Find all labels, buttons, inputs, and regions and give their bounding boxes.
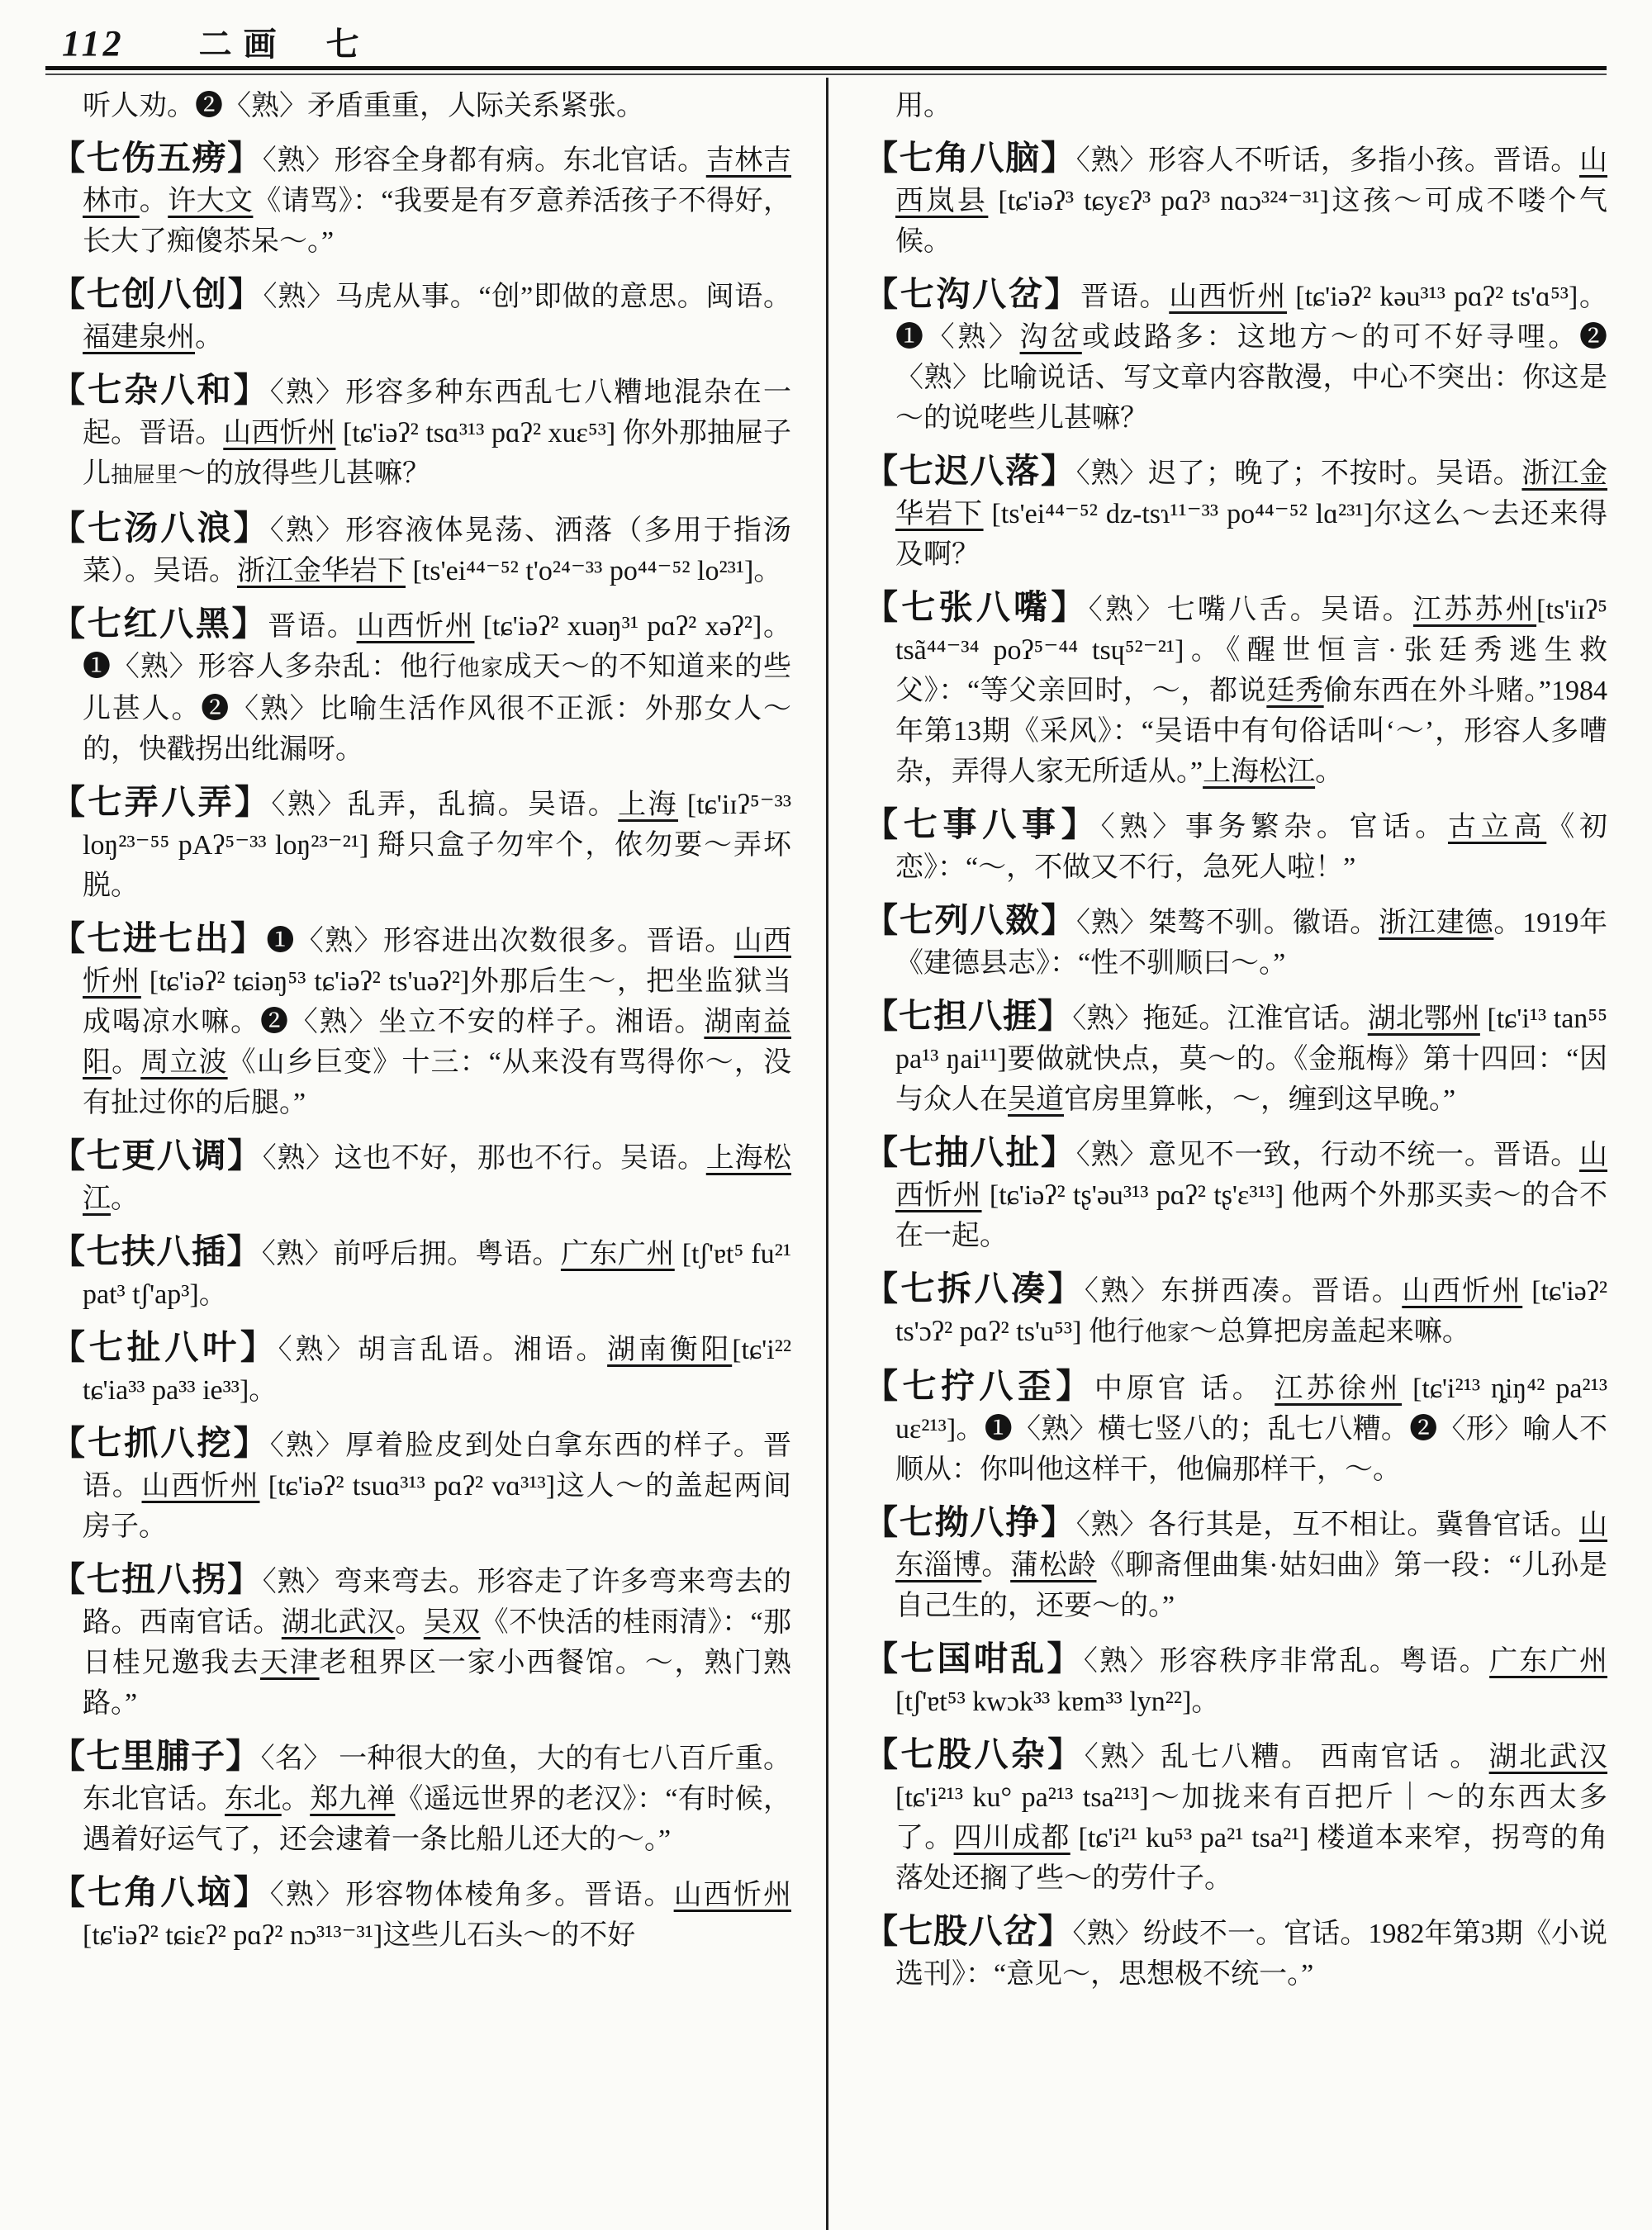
header-rule-thin: [45, 74, 1607, 75]
entry-text-segment: 。: [281, 1784, 311, 1815]
proper-noun: 湖北武汉: [1488, 1742, 1607, 1772]
entry-text-segment: 。: [395, 1607, 424, 1638]
entry: [864, 274, 1607, 439]
entry-text-segment: [tɕ'i¹³ tan⁵⁵ pa¹³ ŋai¹¹]要做就快点，莫～的。《金瓶梅》第十四回：“因与众人在: [895, 1004, 1607, 1115]
entry: [51, 274, 791, 358]
entry-text-segment: 〈熟〉事务繁杂。官话。: [1100, 812, 1448, 842]
proper-noun: 郑九禅: [310, 1784, 396, 1815]
proper-noun: 福建泉州: [83, 322, 195, 353]
entry-text-segment: 《聊斋俚曲集·姑妇曲》第一段：“儿孙是自己生的，还要～的。”: [895, 1550, 1607, 1621]
entry-headword: 【七红八黑】: [51, 605, 268, 643]
proper-noun: 山西忻州: [673, 1880, 791, 1910]
entry-text-segment: [tɕ'iəʔ² tsɑ³¹³ pɑʔ² xuɛ⁵³] 你外那抽屉子儿: [83, 418, 791, 489]
entry-headword: 【七拗八挣】: [864, 1503, 1076, 1541]
entry: [51, 918, 791, 1123]
entry-headword: 【七扶八插】: [51, 1232, 262, 1270]
entry-text-segment: 〈熟〉这也不好，那也不行。吴语。: [262, 1143, 706, 1174]
proper-noun: 古立高: [1447, 812, 1547, 842]
column-divider: [826, 78, 828, 2230]
entry: [51, 1872, 791, 1956]
entry: [864, 1639, 1607, 1722]
entry-headword: 【七国咁乱】: [864, 1639, 1084, 1677]
entry: [864, 1269, 1607, 1354]
proper-noun: 山西忻州: [1169, 282, 1288, 312]
entry: [864, 138, 1607, 262]
proper-noun: 江苏徐州: [1275, 1374, 1403, 1404]
entry-text-segment: 老租界区一家小西餐馆。～，熟门熟路。”: [83, 1648, 791, 1719]
entry-text-segment: 官房里算帐，～，缠到这早晚。”: [1064, 1084, 1456, 1115]
proper-noun: 许大文: [168, 186, 254, 216]
entry: [864, 587, 1607, 792]
entry-text-segment: 〈熟〉意见不一致，行动不统一。晋语。: [1075, 1140, 1579, 1170]
entry-text-segment: 〈熟〉前呼后拥。粤语。: [261, 1239, 561, 1269]
entry-text-segment: 〈熟〉迟了；晚了；不按时。吴语。: [1075, 458, 1522, 489]
header-rule-thick: [45, 66, 1607, 70]
entry-text-segment: 。: [1315, 757, 1344, 787]
entry-text-segment: 〈熟〉形容全身都有病。东北官话。: [262, 145, 706, 176]
entry-text-segment: [ts'ei⁴⁴⁻⁵² t'o²⁴⁻³³ po⁴⁴⁻⁵² lo²³¹]。: [406, 556, 782, 586]
entry-headword: 【七担八捱】: [864, 997, 1073, 1035]
proper-noun: 上海松江: [83, 1143, 791, 1214]
entry-text-segment: 《初恋》：“～，不做又不行，急死人啦！”: [895, 812, 1607, 883]
entry-text-segment: [tʃ'ɐt⁵³ kwɔk³³ kɐm³³ lyn²²]。: [895, 1687, 1220, 1717]
entry: [864, 1734, 1607, 1899]
proper-noun: 浙江金华岩下: [237, 556, 406, 586]
entry: [51, 1423, 791, 1547]
entry-headword: 【七拧八歪】: [864, 1367, 1094, 1405]
entry-text-segment: [tɕ'iəʔ³ tɕyɛʔ³ pɑʔ³ nɑɔ³²⁴⁻³¹]这孩～可成不喽个气候。: [895, 186, 1607, 257]
continuation-text: 听人劝。❷〈熟〉矛盾重重，人际关系紧张。: [83, 91, 644, 121]
entry-text-segment: [tɕ'i²¹³ ku° pa²¹³ tsa²¹³]～加拢来有百把斤｜～的东西太多了。: [895, 1782, 1607, 1853]
entry: [51, 1136, 791, 1219]
proper-noun: 山西岚县: [895, 145, 1607, 216]
proper-noun: 湖南衡阳: [607, 1335, 733, 1365]
entry-text-segment: 〈熟〉形容物体棱角多。晋语。: [269, 1880, 674, 1910]
entry-text-segment: 。: [981, 1550, 1011, 1581]
proper-noun: 湖南益阳: [83, 1007, 791, 1078]
proper-noun: 上海松江: [1203, 757, 1316, 787]
entry-headword: 【七角八垴】: [51, 1873, 270, 1911]
page-header: [62, 18, 359, 64]
proper-noun: 山西忻州: [223, 418, 336, 448]
entry-text-segment: 〈熟〉弯来弯去。形容走了许多弯来弯去的路。西南官话。: [83, 1567, 791, 1638]
entry-headword: 【七角八脑】: [864, 139, 1076, 177]
entry: [51, 1559, 791, 1724]
entry-text-segment: 〈熟〉纷歧不一。官话。1982年第3期《小说选刊》：“意见～，思想极不统一。”: [895, 1919, 1607, 1990]
entry-text-segment: 〈熟〉乱弄，乱搞。吴语。: [271, 790, 619, 820]
proper-noun: 吴道: [1008, 1084, 1064, 1115]
entry-headword: 【七股八岔】: [864, 1912, 1073, 1950]
entry-headword: 【七扯八叶】: [51, 1328, 278, 1366]
entry-text-segment: 。: [111, 1184, 139, 1214]
entry-text-segment: 《山乡巨变》十三：“从来没有骂得你～，没有扯过你的后腿。”: [83, 1047, 791, 1118]
entry: [864, 900, 1607, 984]
entry-text-segment: ❶〈熟〉形容进出次数很多。晋语。: [266, 926, 734, 956]
proper-noun: 山西忻州: [356, 611, 475, 642]
entry-headword: 【七弄八弄】: [51, 783, 272, 821]
entry-text-segment: 〈熟〉胡言乱语。湘语。: [278, 1335, 608, 1365]
proper-noun: 广东广州: [1489, 1646, 1607, 1677]
entry-text-segment: 成天～的不知道来的些儿甚人。❷〈熟〉比喻生活作风很不正派：外那女人～的，快戳拐出纰漏呀。: [83, 652, 791, 765]
entry-text-segment: ～的放得些儿甚嘛？: [178, 458, 430, 489]
proper-noun: 湖北鄂州: [1367, 1004, 1480, 1034]
entry-headword: 【七抽八扯】: [864, 1133, 1076, 1171]
proper-noun: 东北: [224, 1784, 282, 1815]
entry-text-segment: [tɕ'iɪʔ⁵⁻³³ loŋ²³⁻⁵⁵ pAʔ⁵⁻³³ loŋ²³⁻²¹] 搿只盒子勿牢个，侬勿要～弄坏脱。: [83, 790, 791, 901]
entry-text-segment: 。: [139, 186, 169, 216]
entry-headword: 【七迟八落】: [864, 452, 1076, 490]
entry-headword: 【七创八创】: [51, 275, 263, 313]
entry-headword: 【七扭八拐】: [51, 1560, 263, 1598]
entry-text-segment: 〈熟〉东拼西凑。晋语。: [1084, 1276, 1403, 1307]
entry-text-segment: [tɕ'i²¹³ ȵiŋ⁴² pa²¹³ uɛ²¹³]。❶〈熟〉横七竖八的；乱七八糟。❷〈形〉喻人不顺从：你叫他这样干，他偏那样干，～。: [895, 1374, 1607, 1485]
entry-text-segment: [tɕ'i²¹ ku⁵³ pa²¹ tsa²¹] 楼道本来窄，拐弯的角落处还搁了些～的劳什子。: [895, 1823, 1607, 1894]
proper-noun: 吴双: [423, 1607, 481, 1638]
entry-text-segment: 〈熟〉乱七八糟。 西南官话 。: [1084, 1742, 1489, 1772]
entry-text-segment: 〈熟〉桀骜不驯。徽语。: [1075, 908, 1379, 938]
proper-noun: 上海: [618, 790, 678, 820]
entry-text-segment: 〈熟〉马虎从事。“创”即做的意思。闽语。: [263, 282, 791, 312]
proper-noun: 山西忻州: [1402, 1276, 1523, 1307]
proper-noun: 江苏苏州: [1412, 595, 1537, 625]
entry-text-segment: 。: [112, 1047, 141, 1078]
entry-text-segment: [tɕ'iəʔ² tɕiəŋ⁵³ tɕ'iəʔ² ts'uəʔ²]外那后生～，把坐监狱当成喝凉水嘛。❷〈熟〉坐立不安的样子。湘语。: [83, 966, 791, 1037]
entry-text-segment: 〈熟〉形容多种东西乱七八糟地混杂在一起。晋语。: [83, 377, 791, 448]
entry: [864, 1502, 1607, 1626]
proper-noun: 山西忻州: [141, 1471, 260, 1502]
entry-headword: 【七里脯子】: [51, 1737, 261, 1775]
proper-noun: 吉林吉林市: [83, 145, 791, 216]
entry-text-segment: 《请骂》：“我要是有歹意养活孩子不得好，长大了痴傻苶呆～。”: [83, 186, 791, 257]
entry-text-segment: ～总算把房盖起来嘛。: [1189, 1317, 1470, 1347]
entry-text-segment: 偷东西在外斗赌。”1984年第13期《采风》：“吴语中有句俗话叫‘～’，形容人多嘈杂，弄得人家无所适从。”: [895, 676, 1607, 787]
proper-noun: 湖北武汉: [281, 1607, 396, 1638]
proper-noun: 四川成都: [953, 1823, 1070, 1853]
entry-text-segment: 晋语。: [1080, 282, 1170, 312]
entry: [864, 1132, 1607, 1256]
proper-noun: 山西忻州: [83, 926, 791, 997]
entry-text-segment: [tɕ'iəʔ² ts'ɔʔ² pɑʔ² ts'u⁵³] 他行: [895, 1276, 1607, 1347]
entry: [51, 604, 791, 770]
proper-noun: 山西忻州: [895, 1140, 1607, 1211]
entry-text-segment: 〈熟〉形容人不听话，多指小孩。晋语。: [1075, 145, 1579, 176]
entry-text-segment: 〈熟〉拖延。江淮官话。: [1072, 1004, 1368, 1034]
entry-headword: 【七抓八挖】: [51, 1424, 270, 1462]
entry: [51, 782, 791, 906]
entry-text-segment: [tɕ'i²² tɕ'ia³³ pa³³ ie³³]。: [83, 1335, 791, 1406]
entry-headword: 【七事八事】: [864, 805, 1101, 843]
entry-headword: 【七杂八和】: [51, 371, 270, 409]
entry: [51, 1231, 791, 1315]
entry-headword: 【七张八嘴】: [864, 588, 1089, 626]
entry-headword: 【七伤五痨】: [51, 139, 263, 177]
entry-headword: 【七进七出】: [51, 919, 267, 957]
entry-text-segment: 晋语。: [268, 611, 357, 642]
entry-headword: 【七拆八凑】: [864, 1269, 1085, 1307]
proper-noun: 天津: [259, 1648, 320, 1678]
entry-text-segment: 《不快活的桂雨清》：“那日桂兄邀我去: [83, 1607, 791, 1678]
entry-text-segment: [ts'iɪʔ⁵ tsã⁴⁴⁻³⁴ poʔ⁵⁻⁴⁴ tsɥ⁵²⁻²¹]。《醒世恒言·张廷秀逃生救父》：“等父亲回时，～，都说: [895, 595, 1607, 706]
entry: [864, 1911, 1607, 1995]
entry-text-segment: [tɕ'iəʔ² xuəŋ³¹ pɑʔ² xəʔ²]。❶〈熟〉形容人多杂乱：他行: [83, 611, 791, 682]
entry: [864, 804, 1607, 888]
proper-noun: 广东广州: [560, 1239, 675, 1269]
entry-text-segment: 《遥远世界的老汉》：“有时候，遇着好运气了，还会逮着一条比船儿还大的～。”: [83, 1784, 791, 1855]
entry: [51, 138, 791, 262]
entry-text-segment: 。1919年《建德县志》：“性不驯顺曰～。”: [895, 908, 1607, 979]
column-right: [864, 86, 1607, 2225]
entry-text-segment: 他家: [1144, 1321, 1189, 1345]
entry-text-segment: [tɕ'iəʔ² tɕiɛʔ² pɑʔ² nɔ³¹³⁻³¹]这些儿石头～的不好: [83, 1920, 636, 1951]
column-left: [51, 86, 791, 2225]
entry-headword: 【七列八敪】: [864, 901, 1076, 939]
stroke-section-label: 二画: [198, 26, 288, 63]
entry-text-segment: 〈熟〉形容液体晃荡、洒落（多用于指汤菜）。吴语。: [83, 515, 791, 586]
entry: [51, 508, 791, 591]
entry-text-segment: 〈熟〉七嘴八舌。吴语。: [1088, 595, 1413, 625]
entry-headword: 【七沟八岔】: [864, 275, 1081, 313]
proper-noun: 沟岔: [1019, 322, 1082, 353]
entry: [864, 996, 1607, 1120]
proper-noun: 廷秀: [1266, 676, 1324, 706]
entry-text-segment: [tɕ'iəʔ² tsuɑ³¹³ pɑʔ² vɑ³¹³]这人～的盖起两间房子。: [83, 1471, 791, 1542]
entry-headword: 【七股八杂】: [864, 1735, 1085, 1773]
proper-noun: 浙江建德: [1379, 908, 1494, 938]
entry-text-segment: 〈熟〉形容秩序非常乱。粤语。: [1083, 1646, 1490, 1677]
entry: [864, 1366, 1607, 1490]
proper-noun: 浙江金华岩下: [895, 458, 1607, 529]
entry-text-segment: 抽屉里: [111, 463, 178, 487]
entry-text-segment: 。: [195, 322, 223, 353]
entry-text-segment: [tʃ'ɐt⁵ fu²¹ pat³ tʃ'ap³]。: [83, 1239, 791, 1310]
entry: [51, 1327, 791, 1411]
proper-noun: 山东淄博: [895, 1510, 1607, 1581]
entry-text-segment: 中原官 话。: [1094, 1374, 1275, 1404]
radical-label: 七: [325, 26, 359, 63]
entry-text-segment: [ts'ei⁴⁴⁻⁵² dz-tsɿ¹¹⁻³³ po⁴⁴⁻⁵² lɑ²³¹]尔这么～去还来得及啊？: [895, 499, 1607, 570]
entry: [864, 451, 1607, 575]
entry-text-segment: 〈熟〉厚着脸皮到处白拿东西的样子。晋语。: [83, 1431, 791, 1502]
entry: [51, 1736, 791, 1860]
entry-text-segment: [tɕ'iəʔ² tʂ'əu³¹³ pɑʔ² tʂ'ɛ³¹³] 他两个外那买卖～的合不在一起。: [895, 1180, 1607, 1251]
proper-noun: 周立波: [140, 1047, 228, 1078]
entry-text-segment: 〈熟〉各行其是，互不相让。冀鲁官话。: [1075, 1510, 1579, 1540]
entry-text-segment: [tɕ'iəʔ² kəu³¹³ pɑʔ² ts'ɑ⁵³]。❶〈熟〉: [895, 282, 1607, 353]
continuation-text: 用。: [895, 91, 952, 121]
entry-text-segment: 〈名〉 一种很大的鱼，大的有七八百斤重。东北官话。: [83, 1744, 791, 1815]
entry-text-segment: 他家: [457, 656, 504, 681]
entry-headword: 【七更八调】: [51, 1136, 263, 1174]
page-number: 112: [62, 23, 125, 64]
entry-text-segment: 或歧路多：这地方～的可不好寻哩。❷〈熟〉比喻说话、写文章内容散漫，中心不突出：你这是～的说咾些儿甚嘛？: [895, 322, 1607, 434]
proper-noun: 蒲松龄: [1010, 1550, 1097, 1581]
entry-headword: 【七汤八浪】: [51, 509, 270, 547]
entry: [51, 370, 791, 496]
